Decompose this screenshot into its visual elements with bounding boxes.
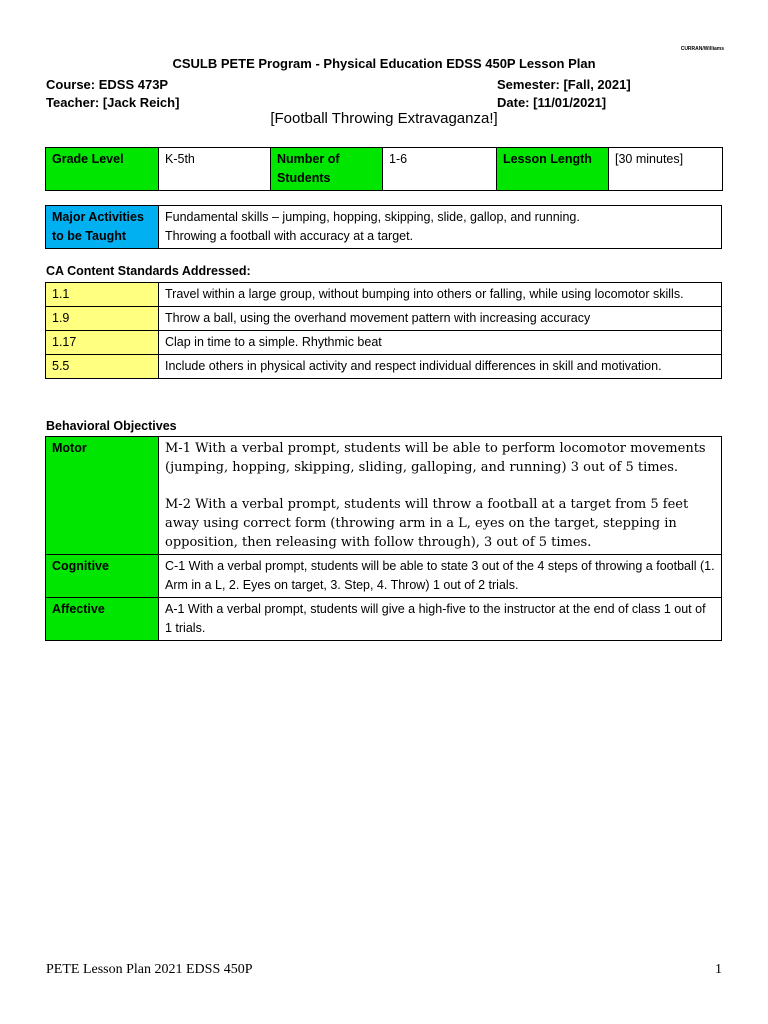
standard-text: Travel within a large group, without bumping into others or falling, while using locomotor skills. — [159, 283, 722, 307]
table-row — [46, 307, 722, 331]
motor-label: Motor — [46, 437, 159, 555]
cognitive-objective: C-1 With a verbal prompt, students will be able to state 3 out of the 4 steps of throwing a football (1. Arm in a L, 2. Eyes on target, 3. Step, 4. Throw) 1 out of 2 trials. — [159, 555, 722, 598]
objectives-heading: Behavioral Objectives — [46, 419, 177, 433]
grade-level-label: Grade Level — [46, 148, 159, 191]
date-field: Date: [11/01/2021] — [497, 95, 607, 110]
standard-text: Include others in physical activity and respect individual differences in skill and motivation. — [159, 355, 722, 379]
course-field: Course: EDSS 473P — [46, 77, 169, 92]
document-title: CSULB PETE Program - Physical Education EDSS 450P Lesson Plan — [172, 56, 596, 71]
activities-line-2: Throwing a football with accuracy at a target. — [165, 229, 414, 243]
standard-text: Throw a ball, using the overhand movement pattern with increasing accuracy — [159, 307, 722, 331]
table-row — [46, 598, 722, 641]
teacher-field: Teacher: [Jack Reich] — [46, 95, 180, 110]
objectives-table — [45, 436, 722, 641]
standard-code: 1.1 — [46, 283, 159, 307]
motor-objective-2: M-2 With a verbal prompt, students will throw a football at a target from 5 feet away using correct form (throwing arm in a L, eyes on the target, stepping in opposition, then releasing with follow through), 3 out of 5 times. — [165, 497, 689, 550]
major-activities-table — [45, 205, 722, 249]
standards-table — [45, 282, 722, 379]
motor-objectives — [159, 437, 722, 555]
standard-code: 1.17 — [46, 331, 159, 355]
major-activities-text — [159, 206, 722, 249]
number-of-students-value: 1-6 — [383, 148, 497, 191]
standards-heading: CA Content Standards Addressed: — [46, 264, 251, 278]
number-of-students-label: Number of Students — [271, 148, 383, 191]
corner-note: CURRAN/Williams — [680, 46, 724, 52]
table-row — [46, 355, 722, 379]
page-number: 1 — [715, 962, 722, 977]
standard-code: 5.5 — [46, 355, 159, 379]
grade-level-value: K-5th — [159, 148, 271, 191]
table-row — [46, 283, 722, 307]
affective-objective: A-1 With a verbal prompt, students will give a high-five to the instructor at the end of class 1 out of 1 trials. — [159, 598, 722, 641]
affective-label: Affective — [46, 598, 159, 641]
semester-field: Semester: [Fall, 2021] — [497, 77, 631, 92]
standard-text: Clap in time to a simple. Rhythmic beat — [159, 331, 722, 355]
major-activities-label: Major Activities to be Taught — [46, 206, 159, 249]
lesson-title: [Football Throwing Extravaganza!] — [270, 110, 498, 127]
lesson-length-label: Lesson Length — [497, 148, 609, 191]
table-row — [46, 437, 722, 555]
lesson-info-table — [45, 147, 723, 191]
table-row — [46, 555, 722, 598]
motor-objective-1: M-1 With a verbal prompt, students will be able to perform locomotor movements (jumping, hopping, skipping, sliding, galloping, and running) 3 out of 5 times. — [165, 441, 706, 475]
standard-code: 1.9 — [46, 307, 159, 331]
footer-text: PETE Lesson Plan 2021 EDSS 450P — [46, 962, 253, 977]
cognitive-label: Cognitive — [46, 555, 159, 598]
table-row — [46, 331, 722, 355]
activities-line-1: Fundamental skills – jumping, hopping, skipping, slide, gallop, and running. — [165, 210, 580, 224]
lesson-length-value: [30 minutes] — [609, 148, 723, 191]
